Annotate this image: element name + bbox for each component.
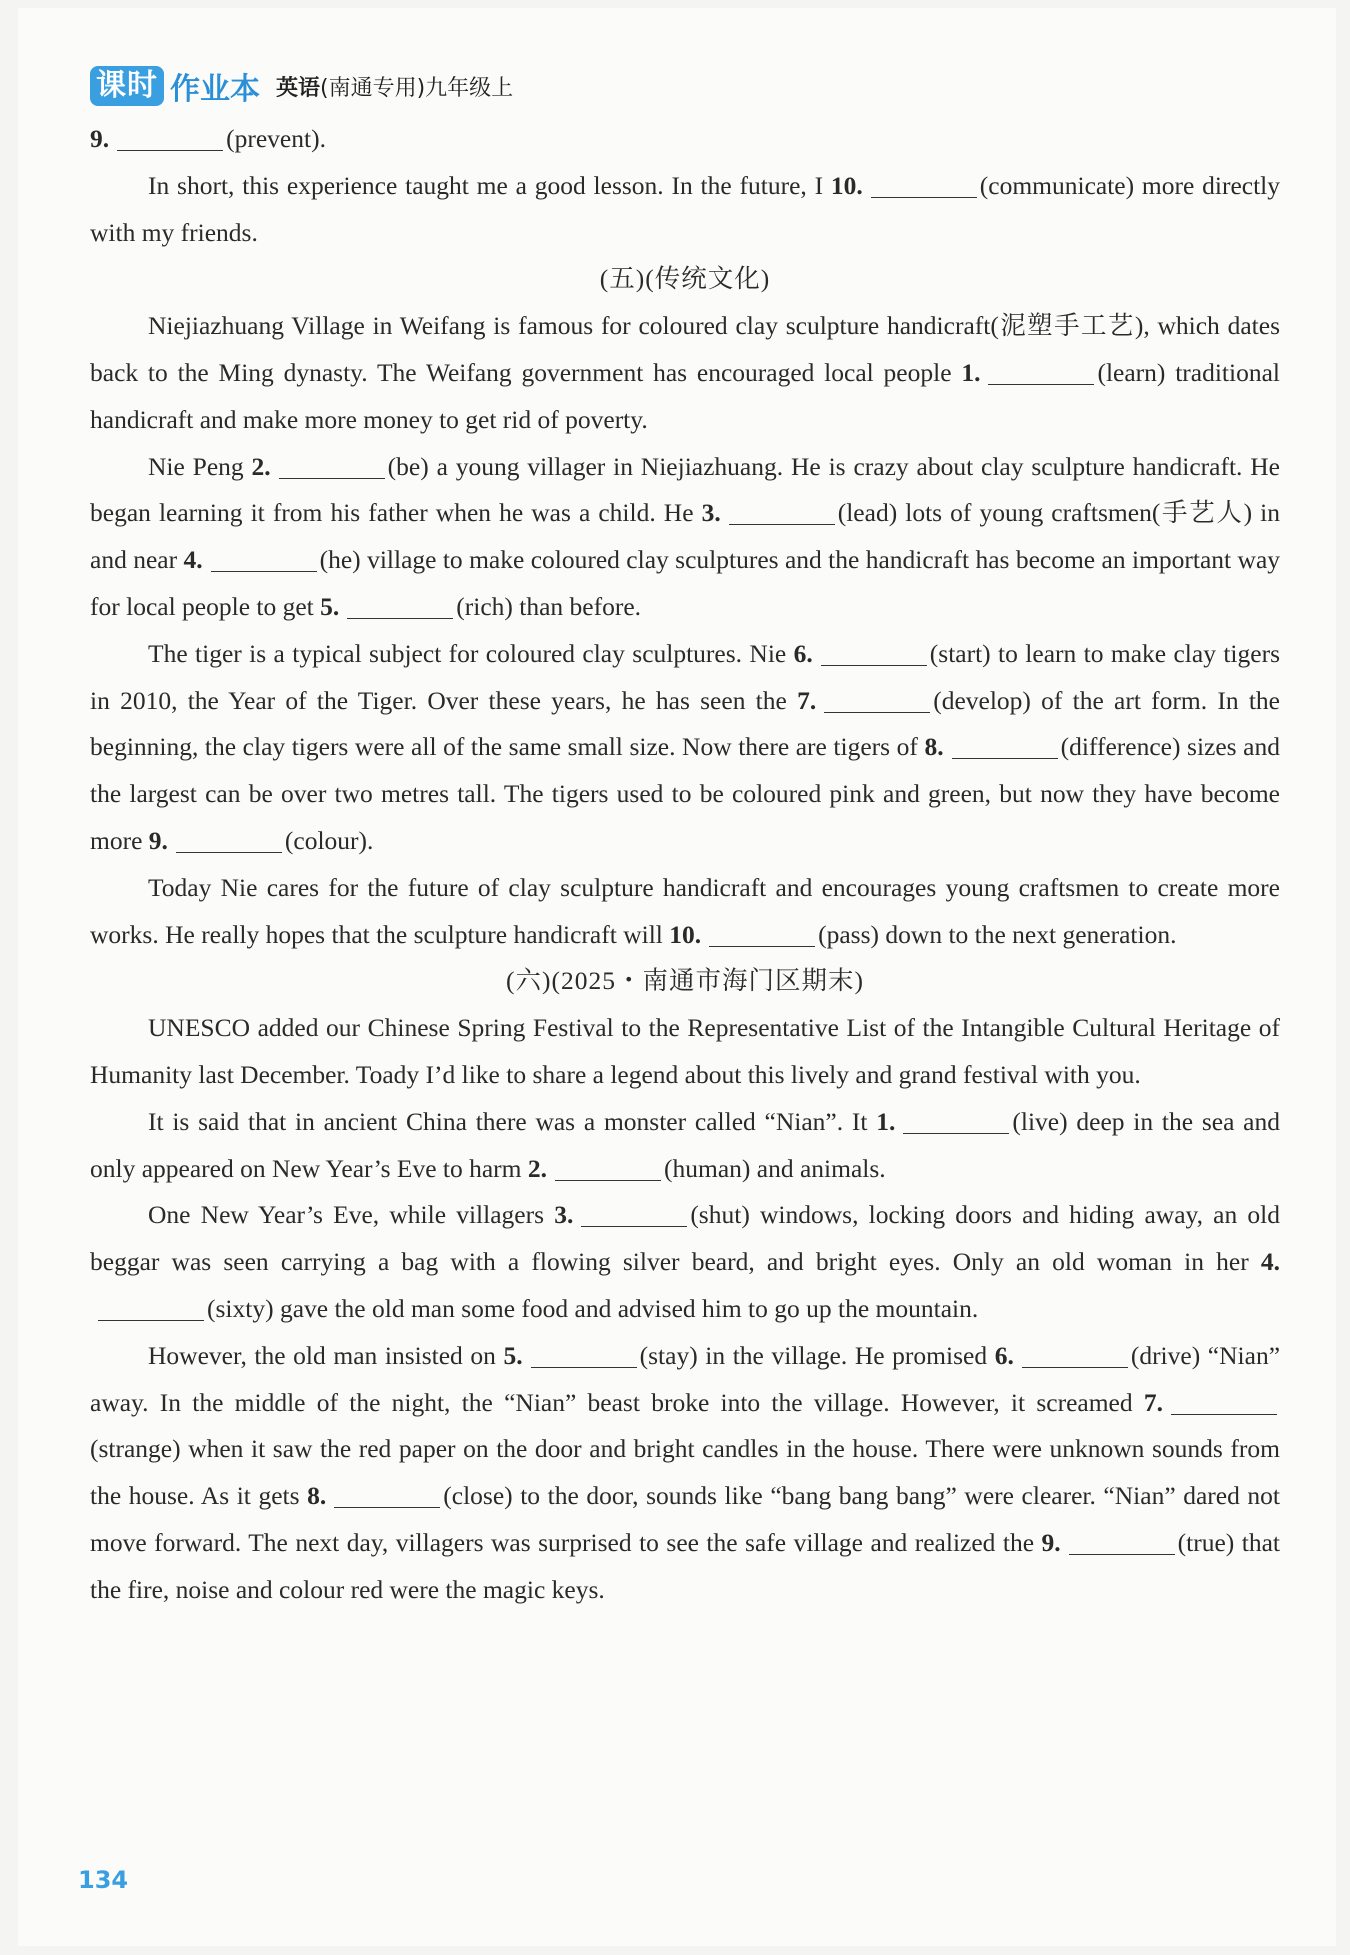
item-number: 1. <box>876 1106 896 1136</box>
logo-tag: 课时 <box>90 66 164 106</box>
s5-paragraph-3 <box>90 631 1280 865</box>
text-run: One New Year’s Eve, while villagers <box>148 1200 544 1230</box>
answer-blank[interactable] <box>581 1202 687 1227</box>
text-run: (be) a young villager in Niejiazhuang. He is crazy about clay sculpture handicraft. He began learning it from his father when he was a child. He <box>90 451 1280 528</box>
text-run: In short, this experience taught me a good lesson. In the future, I <box>148 170 824 200</box>
item-number: 8. <box>924 732 944 762</box>
text-run: (colour). <box>284 825 374 855</box>
answer-blank[interactable] <box>531 1343 637 1368</box>
book-logo <box>90 64 260 108</box>
item-number: 5. <box>320 591 340 621</box>
item-number: 7. <box>1143 1387 1163 1417</box>
answer-blank[interactable] <box>903 1109 1009 1134</box>
item-number: 3. <box>554 1200 574 1230</box>
item-number: 7. <box>797 685 817 715</box>
item-number: 2. <box>527 1153 547 1183</box>
s5-paragraph-1 <box>90 303 1280 443</box>
item-number: 8. <box>307 1481 327 1511</box>
text-run: (communicate) more directly with my friends. <box>90 170 1281 247</box>
text-run: (pass) down to the next generation. <box>818 919 1177 949</box>
item-number: 1. <box>961 357 981 387</box>
answer-blank[interactable] <box>729 500 835 525</box>
answer-blank[interactable] <box>98 1296 204 1321</box>
answer-blank[interactable] <box>555 1156 661 1181</box>
text-run: Niejiazhuang Village in Weifang is famous for coloured clay sculpture handicraft(泥塑手工艺), which dates back to the Ming dynasty. The Weifang government has encouraged local people <box>90 311 1280 387</box>
s6-paragraph-1: UNESCO added our Chinese Spring Festival to the Representative List of the Intangible Cultural Heritage of Humanity last December. Toady I’d like to share a legend about this lively and grand festival with you. <box>90 1013 1280 1089</box>
page-number: 134 <box>78 1866 129 1894</box>
text-run: (drive) “Nian” away. In the middle of the night, the “Nian” beast broke into the village. However, it screamed <box>90 1340 1281 1417</box>
text-run: Today Nie cares for the future of clay sculpture handicraft and encourages young craftsmen to create more works. He really hopes that the sculpture handicraft will <box>90 872 1280 949</box>
answer-blank[interactable] <box>117 126 223 151</box>
text-run: (develop) of the art form. In the beginning, the clay tigers were all of the same small size. Now there are tigers of <box>90 685 1280 762</box>
answer-blank[interactable] <box>824 688 930 713</box>
item-number: 9. <box>148 825 168 855</box>
item-number: 9. <box>1041 1527 1061 1557</box>
answer-blank[interactable] <box>211 547 317 572</box>
answer-blank[interactable] <box>821 641 927 666</box>
worksheet-page <box>18 8 1336 1946</box>
text-run: (difference) sizes and the largest can be over two metres tall. The tigers used to be coloured pink and green, but now they have become more <box>90 732 1280 855</box>
text-run: (lead) lots of young craftsmen(手艺人) in and near <box>90 498 1281 575</box>
text-run: (sixty) gave the old man some food and advised him to go up the mountain. <box>207 1293 979 1323</box>
exercise-content <box>90 116 1280 1614</box>
text-run: (true) that the fire, noise and colour red were the magic keys. <box>90 1527 1281 1604</box>
answer-blank[interactable] <box>279 454 385 479</box>
subject-name: 英语 <box>276 75 321 101</box>
answer-blank[interactable] <box>1171 1390 1277 1415</box>
text-run: (strange) when it saw the red paper on the door and bright candles in the house. There were unknown sounds from the house. As it gets <box>90 1434 1280 1511</box>
item-number: 6. <box>994 1340 1014 1370</box>
item-number: 9. <box>90 124 110 153</box>
answer-blank[interactable] <box>334 1483 440 1508</box>
item-number: 4. <box>1260 1247 1280 1277</box>
s5-paragraph-4 <box>90 865 1280 959</box>
text-run: (learn) traditional handicraft and make more money to get rid of poverty. <box>90 357 1281 434</box>
text-run: (stay) in the village. He promised <box>639 1340 988 1370</box>
answer-blank[interactable] <box>1022 1343 1128 1368</box>
text-run: (start) to learn to make clay tigers in 2010, the Year of the Tiger. Over these years, he has seen the <box>90 638 1280 715</box>
text-run: (he) village to make coloured clay sculptures and the handicraft has become an important way for local people to get <box>90 545 1281 621</box>
answer-blank[interactable] <box>709 922 815 947</box>
item-number: 10. <box>669 919 702 949</box>
logo-title: 作业本 <box>170 72 260 107</box>
s6-paragraph-4 <box>90 1333 1280 1614</box>
text-run: (shut) windows, locking doors and hiding away, an old beggar was seen carrying a bag with a flowing silver beard, and bright eyes. Only an old woman in her <box>90 1200 1281 1277</box>
word-hint: (prevent). <box>226 124 326 153</box>
conclusion-paragraph <box>90 163 1280 257</box>
item-number: 2. <box>251 451 271 481</box>
section-5-title: (五)(传统文化) <box>599 264 771 294</box>
s6-paragraph-3 <box>90 1192 1280 1332</box>
answer-blank[interactable] <box>1069 1530 1175 1555</box>
text-run: It is said that in ancient China there was a monster called “Nian”. It <box>148 1106 868 1136</box>
item-number: 5. <box>503 1340 523 1370</box>
item-number: 3. <box>701 498 721 528</box>
text-run: (human) and animals. <box>664 1153 886 1183</box>
item-number: 10. <box>830 170 863 200</box>
carryover-line <box>90 116 1280 163</box>
answer-blank[interactable] <box>871 173 977 198</box>
text-run: (live) deep in the sea and only appeared on New Year’s Eve to harm <box>90 1106 1280 1183</box>
text-run: (close) to the door, sounds like “bang bang bang” were clearer. “Nian” dared not move forward. The next day, villagers was surprised to see the safe village and realized the <box>90 1481 1281 1557</box>
subject-detail: (南通专用)九年级上 <box>320 75 514 101</box>
s5-paragraph-2 <box>90 444 1280 631</box>
subject-label <box>276 71 513 102</box>
page-header <box>90 63 513 109</box>
answer-blank[interactable] <box>952 734 1058 759</box>
item-number: 4. <box>183 545 203 575</box>
text-run: However, the old man insisted on <box>148 1340 496 1370</box>
item-number: 6. <box>793 638 813 668</box>
answer-blank[interactable] <box>347 594 453 619</box>
answer-blank[interactable] <box>988 360 1094 385</box>
text-run: Nie Peng <box>148 451 244 481</box>
text-run: The tiger is a typical subject for coloured clay sculptures. Nie <box>148 638 787 668</box>
text-run: (rich) than before. <box>456 591 642 621</box>
answer-blank[interactable] <box>176 828 282 853</box>
section-6-title: (六)(2025・南通市海门区期末) <box>506 966 864 996</box>
s6-paragraph-2 <box>90 1099 1280 1193</box>
